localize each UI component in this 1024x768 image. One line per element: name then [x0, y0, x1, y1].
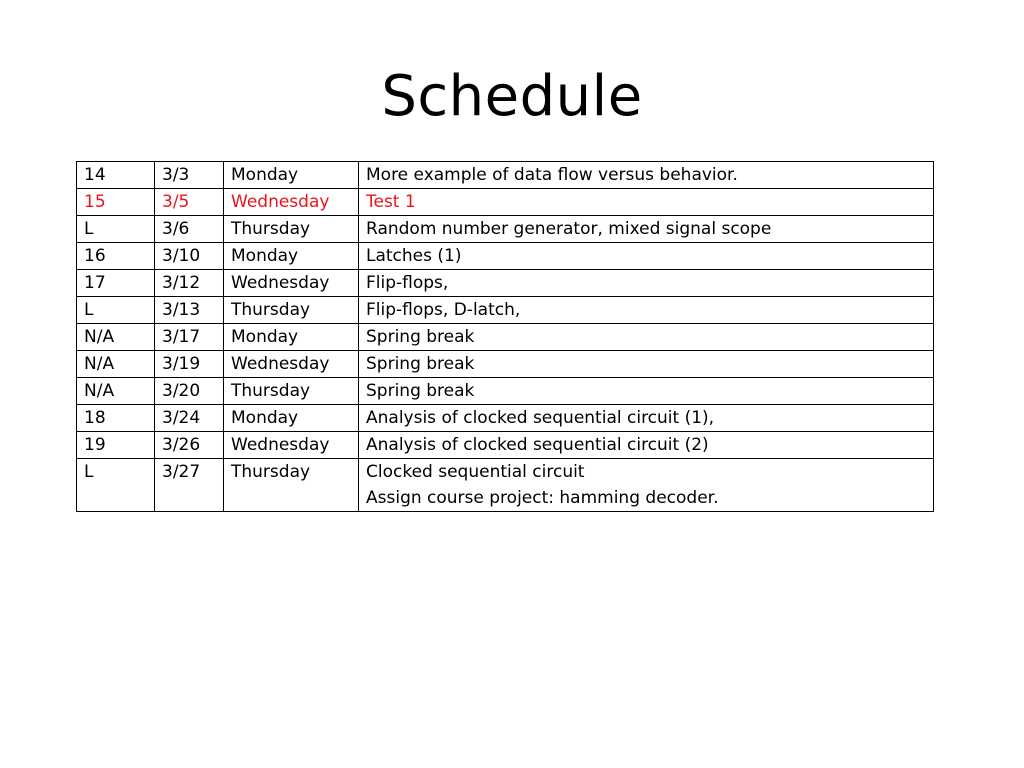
topic-cell — [359, 351, 934, 378]
topic-cell — [359, 216, 934, 243]
weekday-cell-text: Wednesday — [231, 435, 330, 455]
lecture-number-cell — [77, 432, 155, 459]
lecture-number-cell — [77, 405, 155, 432]
topic-cell — [359, 297, 934, 324]
lecture-number-cell-text: N/A — [84, 381, 115, 401]
date-cell — [155, 297, 224, 324]
weekday-cell — [224, 297, 359, 324]
weekday-cell-text: Monday — [231, 327, 299, 347]
lecture-number-cell-text: L — [84, 219, 94, 239]
lecture-number-cell — [77, 351, 155, 378]
date-cell — [155, 162, 224, 189]
topic-cell-text: More example of data flow versus behavior. — [366, 165, 738, 185]
weekday-cell-text: Thursday — [231, 219, 311, 239]
weekday-cell — [224, 351, 359, 378]
lecture-number-cell — [77, 189, 155, 216]
topic-cell-text: Spring break — [366, 381, 475, 401]
date-cell-text: 3/12 — [162, 273, 201, 293]
lecture-number-cell — [77, 324, 155, 351]
weekday-cell — [224, 189, 359, 216]
weekday-cell-text: Thursday — [231, 462, 311, 482]
weekday-cell-text: Monday — [231, 165, 299, 185]
topic-cell-text: Flip-flops, — [366, 273, 449, 293]
date-cell — [155, 243, 224, 270]
date-cell — [155, 459, 224, 512]
date-cell — [155, 216, 224, 243]
topic-cell — [359, 189, 934, 216]
weekday-cell — [224, 405, 359, 432]
lecture-number-cell-text: 18 — [84, 408, 106, 428]
date-cell-text: 3/13 — [162, 300, 201, 320]
weekday-cell — [224, 378, 359, 405]
weekday-cell-text: Monday — [231, 246, 299, 266]
lecture-number-cell — [77, 216, 155, 243]
topic-cell-text: Test 1 — [366, 192, 416, 212]
topic-cell — [359, 324, 934, 351]
topic-cell — [359, 378, 934, 405]
lecture-number-cell — [77, 297, 155, 324]
topic-cell-text: Latches (1) — [366, 246, 462, 266]
table-row — [77, 324, 934, 351]
lecture-number-cell — [77, 378, 155, 405]
table-row — [77, 189, 934, 216]
table-row — [77, 459, 934, 512]
topic-cell-text: Analysis of clocked sequential circuit (2) — [366, 435, 709, 455]
lecture-number-cell — [77, 270, 155, 297]
lecture-number-cell-text: N/A — [84, 354, 115, 374]
date-cell-text: 3/27 — [162, 462, 201, 482]
date-cell-text: 3/3 — [162, 165, 190, 185]
weekday-cell-text: Wednesday — [231, 354, 330, 374]
date-cell — [155, 405, 224, 432]
date-cell-text: 3/20 — [162, 381, 201, 401]
table-row — [77, 297, 934, 324]
date-cell — [155, 378, 224, 405]
weekday-cell-text: Monday — [231, 408, 299, 428]
lecture-number-cell-text: L — [84, 300, 94, 320]
lecture-number-cell-text: 19 — [84, 435, 106, 455]
topic-cell-text: Clocked sequential circuit — [366, 462, 585, 482]
weekday-cell — [224, 324, 359, 351]
topic-cell-text: Spring break — [366, 327, 475, 347]
date-cell — [155, 189, 224, 216]
date-cell-text: 3/10 — [162, 246, 201, 266]
weekday-cell-text: Thursday — [231, 381, 311, 401]
table-row — [77, 432, 934, 459]
lecture-number-cell-text: 17 — [84, 273, 106, 293]
lecture-number-cell — [77, 162, 155, 189]
date-cell-text: 3/24 — [162, 408, 201, 428]
topic-cell-text: Analysis of clocked sequential circuit (1), — [366, 408, 715, 428]
topic-cell-text: Spring break — [366, 354, 475, 374]
topic-cell — [359, 405, 934, 432]
topic-cell — [359, 432, 934, 459]
date-cell — [155, 270, 224, 297]
date-cell — [155, 432, 224, 459]
slide-title: Schedule — [381, 64, 643, 129]
table-row — [77, 162, 934, 189]
weekday-cell — [224, 432, 359, 459]
topic-cell — [359, 459, 934, 512]
lecture-number-cell-text: 14 — [84, 165, 106, 185]
weekday-cell-text: Wednesday — [231, 192, 330, 212]
weekday-cell — [224, 162, 359, 189]
table-row — [77, 216, 934, 243]
lecture-number-cell-text: L — [84, 462, 94, 482]
lecture-number-cell-text: 15 — [84, 192, 106, 212]
topic-cell — [359, 243, 934, 270]
schedule-body — [77, 162, 934, 512]
lecture-number-cell-text: 16 — [84, 246, 106, 266]
table-row — [77, 378, 934, 405]
topic-cell-text: Random number generator, mixed signal scope — [366, 219, 772, 239]
weekday-cell — [224, 459, 359, 512]
date-cell-text: 3/6 — [162, 219, 190, 239]
schedule-table — [76, 161, 934, 512]
weekday-cell — [224, 216, 359, 243]
table-row — [77, 405, 934, 432]
topic-cell-text: Flip-flops, D-latch, — [366, 300, 521, 320]
lecture-number-cell-text: N/A — [84, 327, 115, 347]
weekday-cell-text: Thursday — [231, 300, 311, 320]
date-cell-text: 3/5 — [162, 192, 190, 212]
table-row — [77, 243, 934, 270]
weekday-cell — [224, 243, 359, 270]
topic-cell — [359, 270, 934, 297]
date-cell — [155, 324, 224, 351]
date-cell-text: 3/26 — [162, 435, 201, 455]
lecture-number-cell — [77, 243, 155, 270]
weekday-cell — [224, 270, 359, 297]
lecture-number-cell — [77, 459, 155, 512]
table-row — [77, 351, 934, 378]
date-cell-text: 3/19 — [162, 354, 201, 374]
table-row — [77, 270, 934, 297]
topic-cell-text-line2: Assign course project: hamming decoder. — [366, 488, 719, 508]
date-cell — [155, 351, 224, 378]
topic-cell — [359, 162, 934, 189]
date-cell-text: 3/17 — [162, 327, 201, 347]
weekday-cell-text: Wednesday — [231, 273, 330, 293]
